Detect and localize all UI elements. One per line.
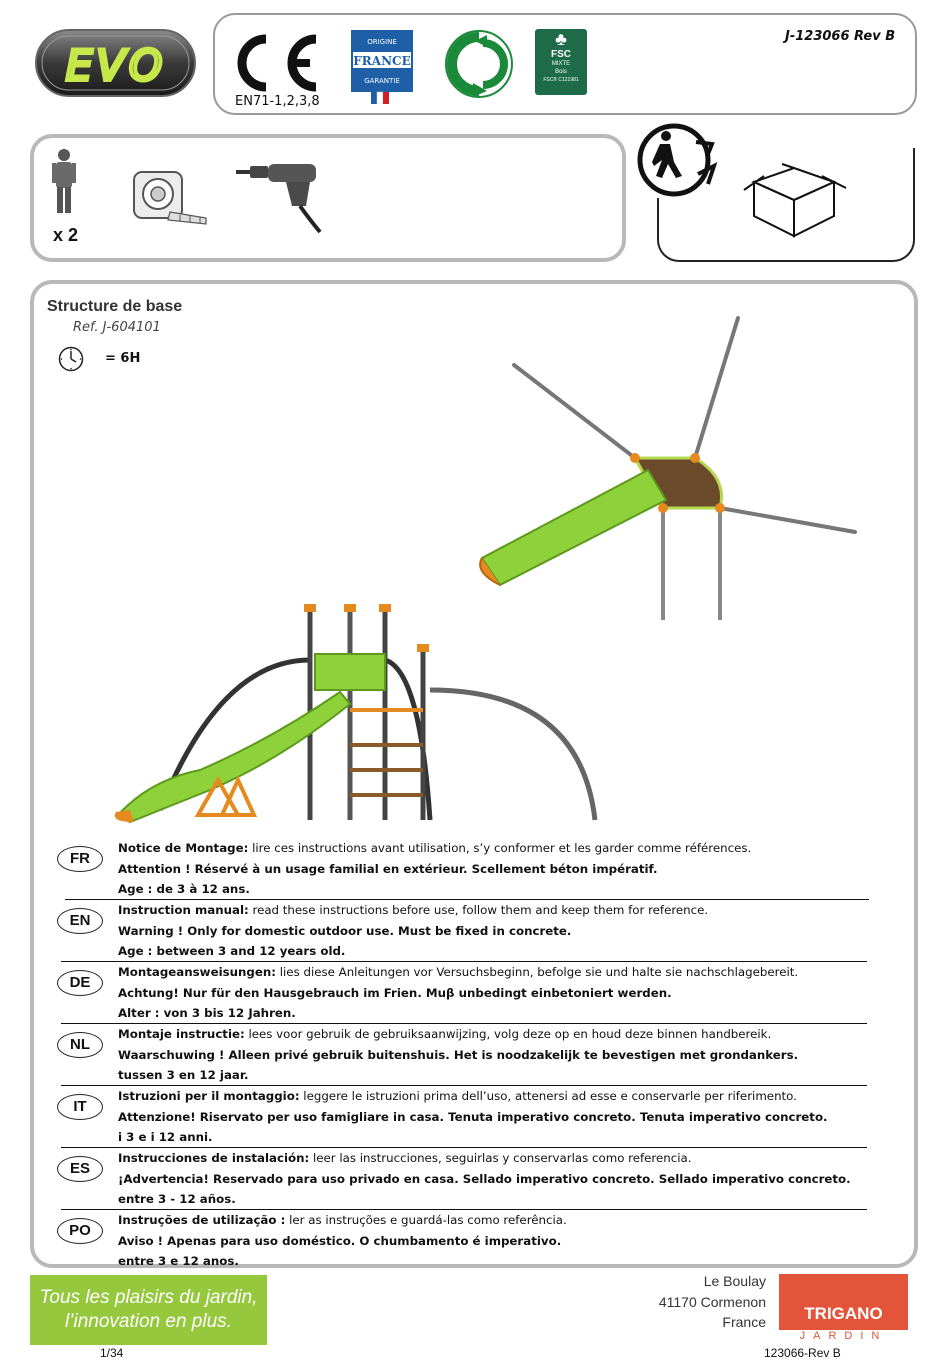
trigano-logo: TRIGANO [779,1274,908,1340]
instructions-heading: Instrucciones de instalación: [118,1151,310,1165]
instructions-heading: Montageansweisungen: [118,965,276,979]
instructions-line [118,1086,797,1107]
origine-france-badge [349,28,419,104]
persons-count: x 2 [53,225,79,245]
evo-brand-text: EVO [65,41,167,90]
product-title: Structure de base [47,298,183,315]
age-line: Age : between 3 and 12 years old. [118,944,346,959]
instructions-text: leer las instrucciones, seguirlas y conservarlas como referencia. [309,1151,692,1165]
language-code-badge: EN [57,908,103,934]
instructions-line [118,1148,691,1169]
green-dot-recycling-icon [443,29,515,99]
clock-icon [58,346,84,372]
instructions-heading: Instruction manual: [118,903,249,917]
warning-line: Warning ! Only for domestic outdoor use. Must be fixed in concrete. [118,923,572,938]
svg-text:GARANTIE: GARANTIE [364,77,400,85]
fsc-label: ♣ FSC MIXTE Bois FSC® C121981 [535,29,587,95]
language-row-en [55,900,861,962]
instructions-line [118,838,751,859]
warning-line: Attention ! Réservé à un usage familial en extérieur. Scellement béton impératif. [118,861,658,876]
age-line: entre 3 e 12 anos. [118,1254,239,1269]
trigano-jardin-label: JARDIN [779,1330,908,1342]
warning-line: Attenzione! Riservato per uso famigliare in casa. Tenuta imperativo concreto. Tenuta imperativo concreto. [118,1109,828,1124]
footer-doc-reference: 123066-Rev B [764,1346,841,1360]
age-line: entre 3 - 12 años. [118,1192,236,1207]
instructions-heading: Istruzioni per il montaggio: [118,1089,300,1103]
language-row-fr [55,838,861,900]
play-structure-illustration [110,600,610,830]
instructions-text: lies diese Anleitungen vor Versuchsbeginn, befolge sie und halte sie nachschlagebereit. [276,965,799,979]
warning-line: Achtung! Nur für den Hausgebrauch im Frien. Muβ unbedingt einbetoniert werden. [118,985,672,1000]
warning-line: Waarschuwing ! Alleen privé gebruik buitenshuis. Het is noodzakelijk te bevestigen met grondankers. [118,1047,799,1062]
warning-line: ¡Advertencia! Reservado para uso privado en casa. Sellado imperativo concreto. Sellado imperativo concreto. [118,1171,851,1186]
language-code-badge: DE [57,970,103,996]
company-address: Le Boulay 41170 Cormenon France [658,1273,766,1330]
tidyman-recycle-icon [636,122,722,198]
age-line: tussen 3 en 12 jaar. [118,1068,249,1083]
language-row-es [55,1148,861,1210]
page-number: 1/34 [100,1346,124,1360]
instructions-heading: Montaje instructie: [118,1027,245,1041]
svg-text:ORIGINE: ORIGINE [367,38,397,46]
instructions-line [118,1210,567,1231]
instructions-line [118,1024,771,1045]
instructions-text: read these instructions before use, follow them and keep them for reference. [248,903,709,917]
ce-mark [230,33,322,93]
evo-logo [34,28,197,98]
language-code-badge: FR [57,846,103,872]
language-code-badge: PO [57,1218,103,1244]
warning-line: Aviso ! Apenas para uso doméstico. O chumbamento é imperativo. [118,1233,562,1248]
product-reference: Ref. J-604101 [73,320,161,335]
slogan-banner: Tous les plaisirs du jardin, l’innovation en plus. [30,1275,267,1345]
person-icon [50,147,78,215]
language-code-badge: ES [57,1156,103,1182]
instructions-text: ler as instruções e guardá-las como referência. [285,1213,567,1227]
instructions-text: lire ces instructions avant utilisation, s’y conformer et les garder comme références. [248,841,752,855]
drill-icon [236,160,328,234]
slide-top-view-illustration [470,310,870,630]
cardboard-box-icon [742,160,848,240]
svg-text:FRANCE: FRANCE [353,54,411,68]
language-code-badge: NL [57,1032,103,1058]
age-line: Age : de 3 à 12 ans. [118,882,250,897]
language-row-po [55,1210,861,1272]
assembly-duration: = 6H [105,351,141,366]
age-line: i 3 e i 12 anni. [118,1130,213,1145]
fsc-tree-icon: ♣ [555,29,567,49]
age-line: Alter : von 3 bis 12 Jahren. [118,1006,296,1021]
tape-measure-icon [130,166,210,230]
instructions-text: leggere le istruzioni prima dell’uso, attenersi ad esse e conservarle per riferimento. [299,1089,797,1103]
instructions-heading: Instruções de utilização : [118,1213,286,1227]
tools-box [30,134,626,262]
instructions-line [118,900,708,921]
norms-label: EN71-1,2,3,8 [235,94,320,109]
language-row-de [55,962,861,1024]
instructions-text: lees voor gebruik de gebruiksaanwijzing, volg deze op en houd deze binnen handbereik. [244,1027,772,1041]
instructions-line [118,962,798,983]
language-row-nl [55,1024,861,1086]
document-reference: J-123066 Rev B [785,29,896,44]
language-row-it [55,1086,861,1148]
language-code-badge: IT [57,1094,103,1120]
instructions-heading: Notice de Montage: [118,841,249,855]
